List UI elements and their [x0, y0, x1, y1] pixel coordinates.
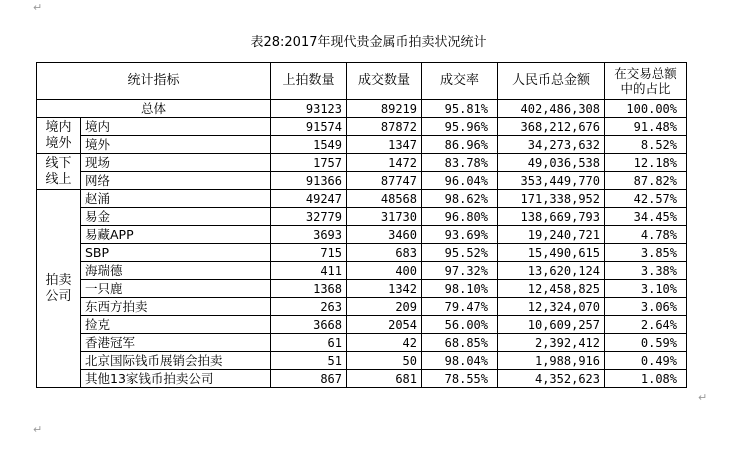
cell-rate: 95.96% [422, 118, 498, 136]
row-label: 网络 [81, 172, 271, 190]
cell-amount: 12,324,070 [498, 298, 605, 316]
cell-listed: 1549 [271, 136, 347, 154]
cell-rate: 98.04% [422, 352, 498, 370]
cell-listed: 61 [271, 334, 347, 352]
cell-listed: 867 [271, 370, 347, 388]
cell-rate: 78.55% [422, 370, 498, 388]
cell-share: 3.38% [605, 262, 687, 280]
cell-share: 87.82% [605, 172, 687, 190]
table-row [37, 244, 687, 262]
cell-rate: 79.47% [422, 298, 498, 316]
table-row [37, 208, 687, 226]
row-label: 易藏APP [81, 226, 271, 244]
paragraph-mark-top: ↵ [33, 1, 43, 14]
cell-rate: 83.78% [422, 154, 498, 172]
row-label: 捡克 [81, 316, 271, 334]
table-row [37, 316, 687, 334]
cell-rate: 93.69% [422, 226, 498, 244]
table-row [37, 370, 687, 388]
cell-sold: 1347 [347, 136, 422, 154]
cell-rate: 86.96% [422, 136, 498, 154]
cell-amount: 12,458,825 [498, 280, 605, 298]
cell-amount: 4,352,623 [498, 370, 605, 388]
cell-amount: 19,240,721 [498, 226, 605, 244]
cell-listed: 32779 [271, 208, 347, 226]
statistics-table [36, 62, 687, 388]
column-header: 上拍数量 [271, 63, 347, 100]
cell-share: 4.78% [605, 226, 687, 244]
table-row [37, 226, 687, 244]
cell-amount: 2,392,412 [498, 334, 605, 352]
column-header: 在交易总额中的占比 [605, 63, 687, 100]
paragraph-mark-bottom: ↵ [33, 423, 43, 436]
cell-rate: 96.04% [422, 172, 498, 190]
row-label: 香港冠军 [81, 334, 271, 352]
cell-share: 3.85% [605, 244, 687, 262]
cell-rate: 68.85% [422, 334, 498, 352]
cell-amount: 34,273,632 [498, 136, 605, 154]
cell-amount: 402,486,308 [498, 100, 605, 118]
header-row [37, 63, 687, 100]
cell-amount: 13,620,124 [498, 262, 605, 280]
cell-share: 0.49% [605, 352, 687, 370]
cell-share: 42.57% [605, 190, 687, 208]
cell-listed: 1757 [271, 154, 347, 172]
cell-share: 100.00% [605, 100, 687, 118]
cell-share: 1.08% [605, 370, 687, 388]
cell-share: 12.18% [605, 154, 687, 172]
cell-listed: 411 [271, 262, 347, 280]
table-row [37, 190, 687, 208]
group-label: 境内境外 [37, 118, 81, 154]
table-row [37, 262, 687, 280]
cell-rate: 96.80% [422, 208, 498, 226]
total-row [37, 100, 687, 118]
cell-listed: 91366 [271, 172, 347, 190]
column-header: 成交率 [422, 63, 498, 100]
table-row [37, 334, 687, 352]
row-label: 现场 [81, 154, 271, 172]
column-header: 统计指标 [37, 63, 271, 100]
cell-sold: 400 [347, 262, 422, 280]
cell-sold: 681 [347, 370, 422, 388]
cell-listed: 49247 [271, 190, 347, 208]
cell-amount: 368,212,676 [498, 118, 605, 136]
table-row [37, 280, 687, 298]
table-row [37, 352, 687, 370]
cell-sold: 683 [347, 244, 422, 262]
cell-amount: 353,449,770 [498, 172, 605, 190]
cell-sold: 87747 [347, 172, 422, 190]
cell-rate: 56.00% [422, 316, 498, 334]
cell-amount: 1,988,916 [498, 352, 605, 370]
cell-share: 8.52% [605, 136, 687, 154]
cell-listed: 715 [271, 244, 347, 262]
table-title: 表28:2017年现代贵金属币拍卖状况统计 [250, 35, 487, 50]
cell-share: 34.45% [605, 208, 687, 226]
cell-sold: 42 [347, 334, 422, 352]
cell-sold: 209 [347, 298, 422, 316]
cell-rate: 95.52% [422, 244, 498, 262]
cell-rate: 97.32% [422, 262, 498, 280]
table-row [37, 154, 687, 172]
table-row [37, 136, 687, 154]
cell-amount: 138,669,793 [498, 208, 605, 226]
cell-sold: 1472 [347, 154, 422, 172]
cell-sold: 2054 [347, 316, 422, 334]
row-label: 海瑞德 [81, 262, 271, 280]
row-label: 赵涌 [81, 190, 271, 208]
cell-amount: 10,609,257 [498, 316, 605, 334]
cell-rate: 98.10% [422, 280, 498, 298]
row-label: 境外 [81, 136, 271, 154]
column-header: 成交数量 [347, 63, 422, 100]
cell-listed: 3693 [271, 226, 347, 244]
table-row [37, 298, 687, 316]
cell-rate: 95.81% [422, 100, 498, 118]
cell-listed: 3668 [271, 316, 347, 334]
row-label: SBP [81, 244, 271, 262]
cell-sold: 50 [347, 352, 422, 370]
cell-share: 91.48% [605, 118, 687, 136]
row-label: 北京国际钱币展销会拍卖 [81, 352, 271, 370]
cell-share: 3.06% [605, 298, 687, 316]
cell-rate: 98.62% [422, 190, 498, 208]
group-label: 线下线上 [37, 154, 81, 190]
column-header: 人民币总金额 [498, 63, 605, 100]
row-label: 境内 [81, 118, 271, 136]
cell-listed: 51 [271, 352, 347, 370]
cell-end-mark: ↵ [698, 391, 708, 404]
table-row [37, 118, 687, 136]
cell-listed: 91574 [271, 118, 347, 136]
table-row [37, 172, 687, 190]
cell-amount: 171,338,952 [498, 190, 605, 208]
group-label: 拍卖公司 [37, 190, 81, 388]
cell-amount: 49,036,538 [498, 154, 605, 172]
cell-sold: 1342 [347, 280, 422, 298]
cell-share: 2.64% [605, 316, 687, 334]
row-label: 一只鹿 [81, 280, 271, 298]
cell-sold: 89219 [347, 100, 422, 118]
cell-listed: 93123 [271, 100, 347, 118]
cell-sold: 87872 [347, 118, 422, 136]
cell-listed: 263 [271, 298, 347, 316]
cell-amount: 15,490,615 [498, 244, 605, 262]
cell-sold: 48568 [347, 190, 422, 208]
cell-share: 3.10% [605, 280, 687, 298]
cell-share: 0.59% [605, 334, 687, 352]
cell-listed: 1368 [271, 280, 347, 298]
cell-sold: 3460 [347, 226, 422, 244]
total-label: 总体 [37, 100, 271, 118]
cell-sold: 31730 [347, 208, 422, 226]
row-label: 东西方拍卖 [81, 298, 271, 316]
row-label: 易金 [81, 208, 271, 226]
row-label: 其他13家钱币拍卖公司 [81, 370, 271, 388]
